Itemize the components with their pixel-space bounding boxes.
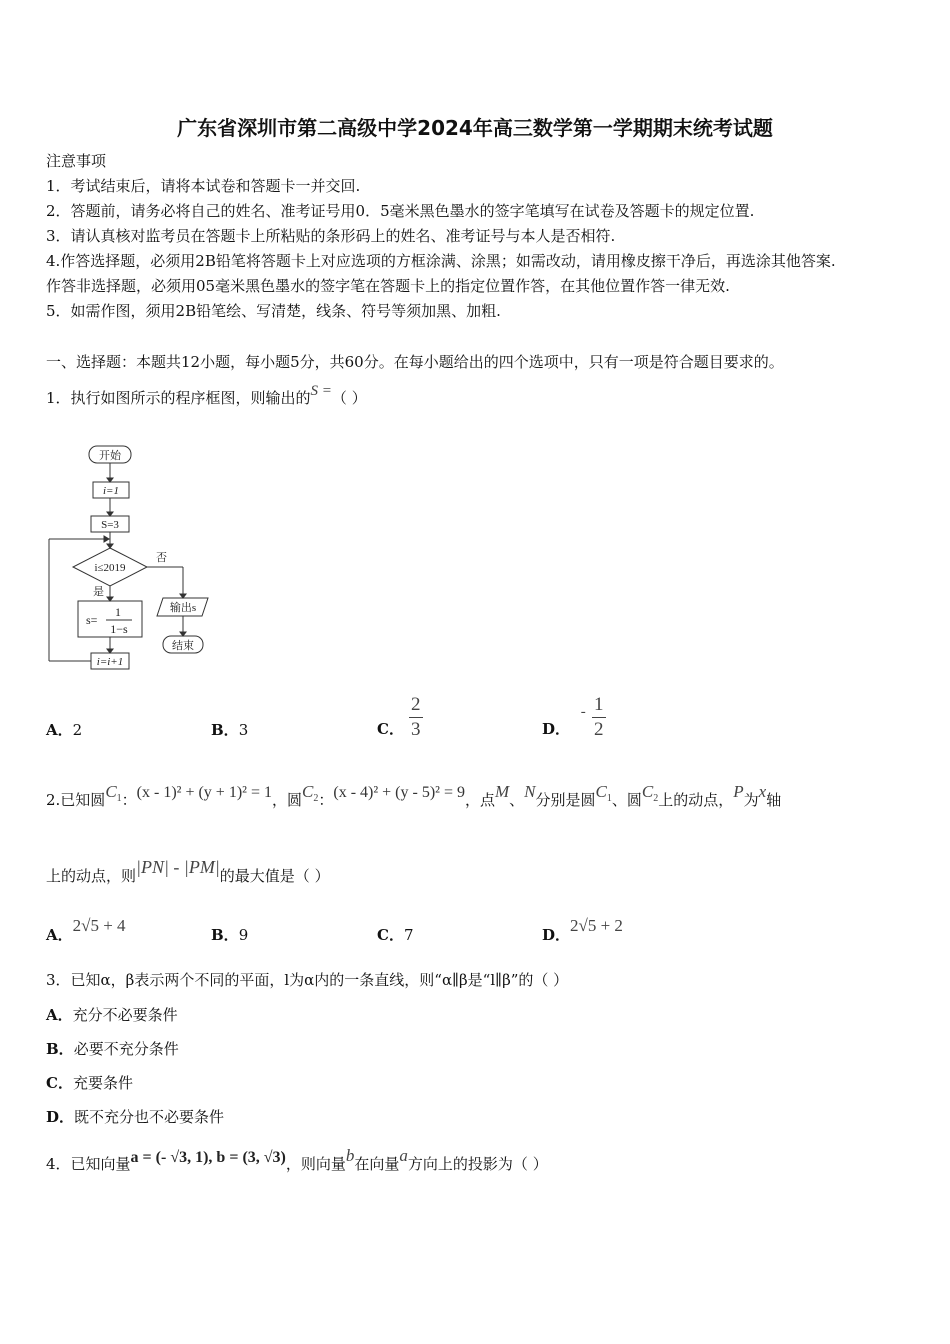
q2-option-a[interactable]: A．2√5 + 4 <box>46 916 126 944</box>
flow-init-i-label: i=1 <box>103 485 119 497</box>
page-title: 广东省深圳市第二高级中学2024年高三数学第一学期期末统考试题 <box>177 116 773 140</box>
notice-item: 1．考试结束后，请将本试卷和答题卡一并交回. <box>46 177 361 195</box>
q3-option-d[interactable]: D．既不充分也不必要条件 <box>46 1108 225 1126</box>
q3-option-b[interactable]: B．必要不充分条件 <box>46 1040 179 1058</box>
flow-assign-lhs: s= <box>86 613 98 627</box>
notice-item: 2．答题前，请务必将自己的姓名、准考证号用0．5毫米黑色墨水的签字笔填写在试卷及答题卡的规定位置. <box>46 202 755 220</box>
circle-1-equation: (x - 1)² + (y + 1)² = 1 <box>136 784 272 801</box>
q1-option-b[interactable]: B．3 <box>211 721 249 739</box>
flow-assign-den: 1−s <box>110 622 128 636</box>
flow-incr-label: i=i+1 <box>96 656 124 668</box>
q1-option-a[interactable]: A．2 <box>46 721 83 739</box>
vector-definition: a = (- √3, 1), b = (3, √3) <box>130 1149 286 1166</box>
question-1-stem <box>46 383 367 409</box>
flow-end-label: 结束 <box>172 640 194 652</box>
notice-item: 3．请认真核对监考员在答题卡上所粘贴的条形码上的姓名、准考证号与本人是否相符. <box>46 227 616 245</box>
q3-option-a[interactable]: A．充分不必要条件 <box>46 1006 178 1024</box>
q2-option-b[interactable]: B．9 <box>211 926 249 944</box>
question-2-stem: 2.已知圆$C_1$：(x - 1)² + (y + 1)² = 1，圆$C_2$：(x - 4)² + (y - 5)² = 9，点M、N分别是圆$C_1$、圆$C_2$上的动点，P为x轴 <box>46 782 782 809</box>
q1-stem-pre: 1．执行如图所示的程序框图，则输出的 <box>46 389 311 407</box>
notice-heading: 注意事项 <box>46 152 107 170</box>
section-heading: 一、选择题：本题共12小题，每小题5分，共60分。在每小题给出的四个选项中，只有一项是符合题目要求的。 <box>46 353 784 371</box>
q2-option-d[interactable]: D．2√5 + 2 <box>542 916 623 944</box>
notice-item: 5．如需作图，须用2B铅笔绘、写清楚，线条、符号等须加黑、加粗. <box>46 302 501 320</box>
flow-start-label: 开始 <box>99 450 121 462</box>
q1-stem-math: S = <box>310 383 332 399</box>
q1-option-d[interactable]: D． - $\frac{1}{2}$ <box>542 694 606 741</box>
flow-yes-label: 是 <box>93 586 104 598</box>
notice-item: 作答非选择题，必须用05毫米黑色墨水的签字笔在答题卡上的指定位置作答，在其他位置作答一律无效. <box>46 277 730 295</box>
q1-option-c[interactable]: C． $\frac{2}{3}$ <box>377 694 423 741</box>
flow-init-s-label: S=3 <box>101 519 119 531</box>
question-2-stem-line2: 上的动点，则|PN| - |PM|的最大值是（ ） <box>46 857 330 885</box>
question-4-stem: 4．已知向量a = (- √3, 1), b = (3, √3)，则向量b在向量a方向上的投影为（ ） <box>46 1146 548 1173</box>
flow-output-label: 输出s <box>169 602 197 614</box>
flowchart-diagram <box>46 440 216 675</box>
notice-item: 4.作答选择题，必须用2B铅笔将答题卡上对应选项的方框涂满、涂黑；如需改动，请用橡皮擦干净后，再选涂其他答案. <box>46 252 836 270</box>
flow-no-label: 否 <box>156 552 167 564</box>
q2-option-c[interactable]: C．7 <box>377 926 414 944</box>
flow-assign-num: 1 <box>115 605 121 619</box>
fraction: $\frac{1}{2}$ <box>592 694 606 741</box>
q1-stem-post: （ ） <box>331 389 367 407</box>
circle-2-equation: (x - 4)² + (y - 5)² = 9 <box>333 784 465 801</box>
abs-difference-expression: |PN| - |PM| <box>136 857 220 877</box>
fraction: $\frac{2}{3}$ <box>409 694 423 741</box>
flow-decision-label: i≤2019 <box>94 562 126 574</box>
question-3-stem: 3．已知α，β表示两个不同的平面，l为α内的一条直线，则“α∥β是“l∥β”的（ ） <box>46 971 569 989</box>
q3-option-c[interactable]: C．充要条件 <box>46 1074 133 1092</box>
